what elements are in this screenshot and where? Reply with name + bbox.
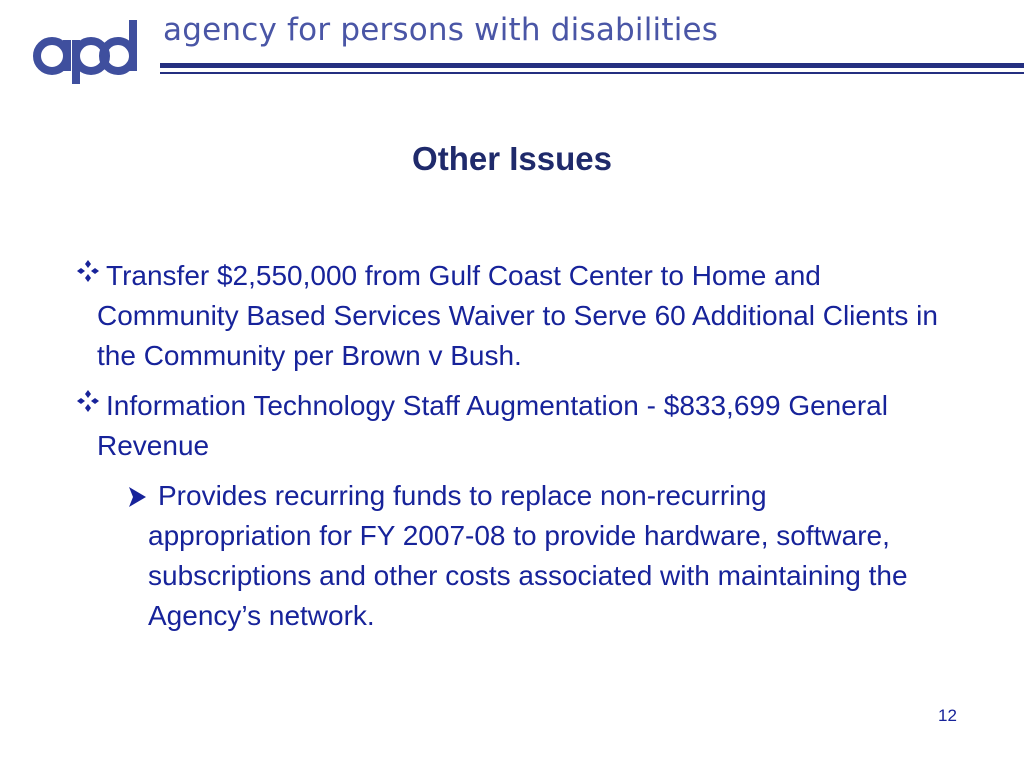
bullet-text: Provides recurring funds to replace non-recurring appropriation for FY 2007-08 to provide hardware, software, subscriptions and other costs associated with maintaining the Agency’s network. bbox=[148, 480, 908, 631]
sub-bullet-item bbox=[0, 476, 928, 636]
slide-title: Other Issues bbox=[412, 140, 612, 177]
bullet-item bbox=[0, 386, 942, 466]
bullet-item bbox=[0, 256, 942, 376]
bullet-list bbox=[0, 256, 1024, 646]
header-rule-thin bbox=[160, 72, 1024, 74]
page-number: 12 bbox=[938, 706, 957, 725]
header-rule-thick bbox=[160, 63, 1024, 68]
four-diamond-bullet-icon bbox=[76, 389, 100, 413]
four-diamond-bullet-icon bbox=[76, 259, 100, 283]
bullet-text: Transfer $2,550,000 from Gulf Coast Center to Home and Community Based Services Waiver to Serve 60 Additional Clients in the Community per Brown v Bush. bbox=[97, 260, 938, 371]
agency-name: agency for persons with disabilities bbox=[163, 12, 719, 48]
apd-logo bbox=[28, 14, 140, 86]
arrowhead-bullet-icon bbox=[127, 486, 147, 508]
bullet-text: Information Technology Staff Augmentation - $833,699 General Revenue bbox=[97, 390, 888, 461]
